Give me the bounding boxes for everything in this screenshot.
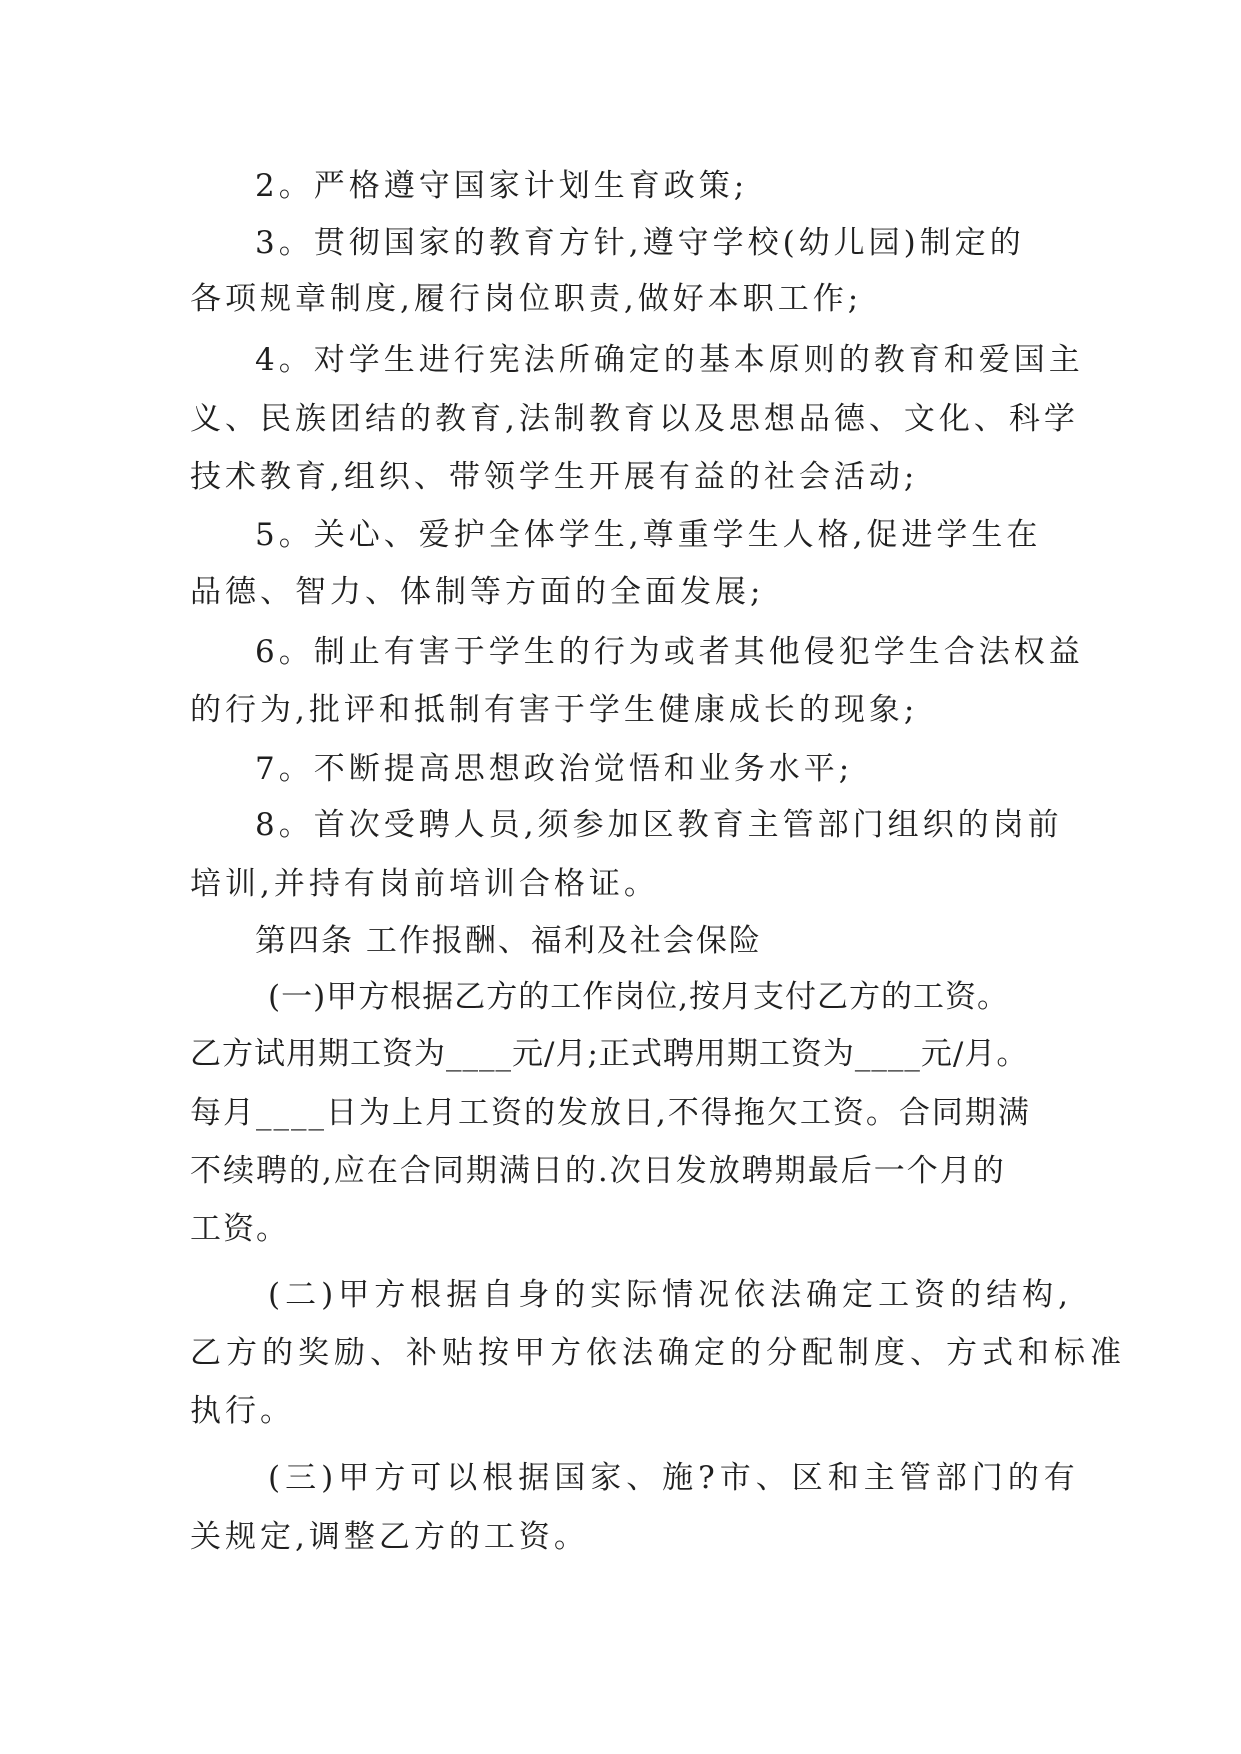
section-3-line-1: (三)甲方可以根据国家、施?市、区和主管部门的有 <box>268 1460 1080 1496</box>
section-3-line-2: 关规定,调整乙方的工资。 <box>190 1519 589 1555</box>
section-2-line-1: (二)甲方根据自身的实际情况依法确定工资的结构, <box>268 1277 1074 1313</box>
clause-4-line-1: 4。对学生进行宪法所确定的基本原则的教育和爱国主 <box>255 342 1084 378</box>
section-1-line-1: (一)甲方根据乙方的工作岗位,按月支付乙方的工资。 <box>268 979 1010 1015</box>
clause-3-line-1: 3。贯彻国家的教育方针,遵守学校(幼儿园)制定的 <box>255 225 1025 261</box>
section-2-line-2: 乙方的奖励、补贴按甲方依法确定的分配制度、方式和标准 <box>190 1335 1126 1371</box>
clause-7-line: 7。不断提高思想政治觉悟和业务水平; <box>255 751 854 787</box>
section-1-line-3: 每月____日为上月工资的发放日,不得拖欠工资。合同期满 <box>190 1095 1031 1131</box>
section-1-line-2: 乙方试用期工资为____元/月;正式聘用期工资为____元/月。 <box>190 1036 1029 1072</box>
clause-8-line-1: 8。首次受聘人员,须参加区教育主管部门组织的岗前 <box>255 807 1063 843</box>
section-1-line-4: 不续聘的,应在合同期满日的.次日发放聘期最后一个月的 <box>190 1153 1006 1189</box>
clause-5-line-2: 品德、智力、体制等方面的全面发展; <box>190 574 765 610</box>
clause-8-line-2: 培训,并持有岗前培训合格证。 <box>190 866 659 902</box>
article-4-heading: 第四条 工作报酬、福利及社会保险 <box>255 923 762 959</box>
section-1-line-5: 工资。 <box>190 1211 289 1247</box>
section-2-line-3: 执行。 <box>190 1393 295 1429</box>
clause-2-line: 2。严格遵守国家计划生育政策; <box>255 168 749 204</box>
clause-6-line-1: 6。制止有害于学生的行为或者其他侵犯学生合法权益 <box>255 634 1084 670</box>
clause-5-line-1: 5。关心、爱护全体学生,尊重学生人格,促进学生在 <box>255 517 1042 553</box>
clause-6-line-2: 的行为,批评和抵制有害于学生健康成长的现象; <box>190 692 919 728</box>
clause-3-line-2: 各项规章制度,履行岗位职责,做好本职工作; <box>190 281 863 317</box>
clause-4-line-2: 义、民族团结的教育,法制教育以及思想品德、文化、科学 <box>190 401 1079 437</box>
clause-4-line-3: 技术教育,组织、带领学生开展有益的社会活动; <box>190 459 919 495</box>
